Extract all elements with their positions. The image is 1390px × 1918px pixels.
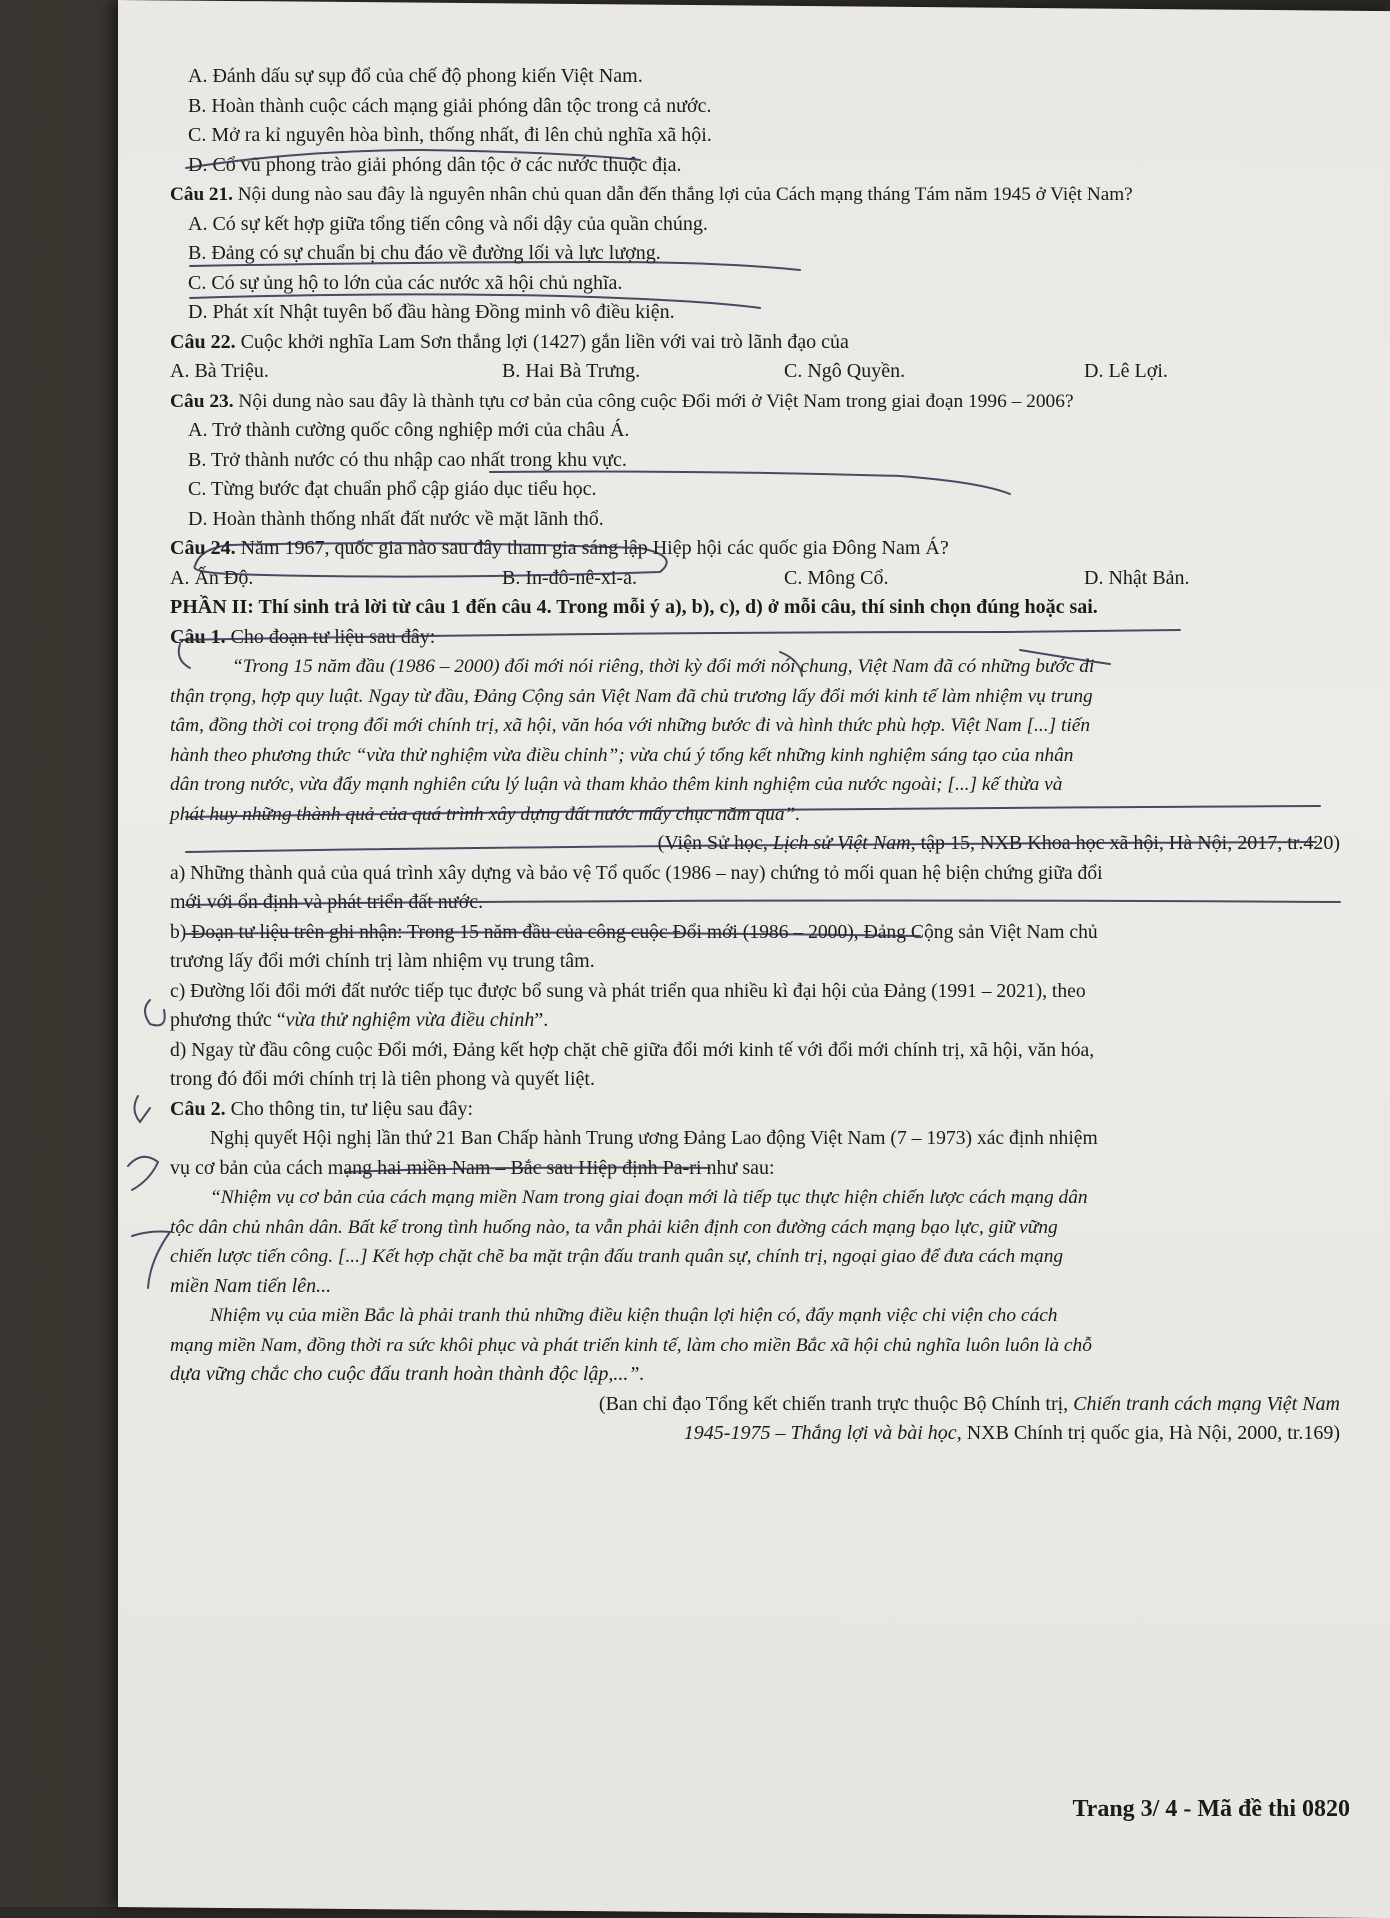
- c1-quote-line-3: tâm, đồng thời coi trọng đổi mới chính trị, xã hội, văn hóa với những bước đi và hình thức phù hợp. Việt Nam [...] tiến: [170, 715, 1091, 736]
- c2-intro-1: Nghị quyết Hội nghị lần thứ 21 Ban Chấp hành Trung ương Đảng Lao động Việt Nam (7 – 1973) xác định nhiệm: [210, 1128, 1098, 1149]
- q22-option-b: B. Hai Bà Trưng.: [502, 360, 641, 382]
- c2-intro-2: vụ cơ bản của cách mạng hai miền Nam – Bắc sau Hiệp định Pa-ri như sau:: [170, 1156, 775, 1179]
- c1-statement-b-1: b) Đoạn tư liệu trên ghi nhận: Trong 15 năm đầu của công cuộc Đổi mới (1986 – 2000), Đảng Cộng sản Việt Nam chủ: [170, 921, 1098, 943]
- q22-label: Câu 22.: [170, 330, 236, 353]
- q20-option-d: D. Cổ vũ phong trào giải phóng dân tộc ở các nước thuộc địa.: [188, 153, 682, 176]
- q23-option-c: C. Từng bước đạt chuẩn phổ cập giáo dục tiểu học.: [188, 478, 597, 500]
- c2-text: Cho thông tin, tư liệu sau đây:: [225, 1097, 474, 1120]
- q24-options: [170, 564, 1350, 594]
- c1-statement-d-1: d) Ngay từ đầu công cuộc Đổi mới, Đảng kết hợp chặt chẽ giữa đổi mới kinh tế với đổi mới chính trị, xã hội, văn hóa,: [170, 1039, 1095, 1061]
- q22-option-d: D. Lê Lợi.: [1084, 360, 1168, 382]
- c1-quote-line-6: phát huy những thành quả của quá trình xây dựng đất nước mấy chục năm qua”.: [170, 803, 801, 825]
- c2-stem: [170, 1095, 1350, 1125]
- q21-label: Câu 21.: [170, 184, 233, 205]
- c2-source-2: [170, 1419, 1350, 1449]
- q24-option-d: D. Nhật Bản.: [1084, 566, 1190, 589]
- c2-quote2-2: mạng miền Nam, đồng thời ra sức khôi phục và phát triển kinh tế, làm cho miền Bắc xã hội chủ nghĩa luôn luôn là chỗ: [170, 1334, 1092, 1356]
- c1-label: Câu 1.: [170, 625, 226, 648]
- q22-text: Cuộc khởi nghĩa Lam Sơn thắng lợi (1427) gắn liền với vai trò lãnh đạo của: [235, 330, 849, 353]
- q24-stem: [170, 534, 1350, 564]
- q24-option-c: C. Mông Cổ.: [784, 566, 889, 589]
- q23-option-d: D. Hoàn thành thống nhất đất nước về mặt lãnh thổ.: [188, 507, 604, 530]
- q23-option-a: A. Trở thành cường quốc công nghiệp mới của châu Á.: [188, 419, 630, 441]
- c1-statement-b-2: trương lấy đổi mới chính trị làm nhiệm vụ trung tâm.: [170, 950, 595, 972]
- c1-statement-c-1: c) Đường lối đổi mới đất nước tiếp tục được bổ sung và phát triển qua nhiều kì đại hội của Đảng (1991 – 2021), theo: [170, 980, 1086, 1002]
- q24-label: Câu 24.: [170, 537, 236, 559]
- c1-statement-a-2: mới với ổn định và phát triển đất nước.: [170, 891, 484, 913]
- c2-source-1: [170, 1390, 1350, 1420]
- c2-source-1-italic: Chiến tranh cách mạng Việt Nam: [1073, 1392, 1340, 1415]
- c2-label: Câu 2.: [170, 1097, 226, 1120]
- q24-option-b: B. In-đô-nê-xi-a.: [502, 566, 637, 589]
- q21-option-b: B. Đảng có sự chuẩn bị chu đáo về đường lối và lực lượng.: [188, 242, 661, 264]
- part2-text: Thí sinh trả lời từ câu 1 đến câu 4. Trong mỗi ý a), b), c), d) ở mỗi câu, thí sinh chọn đúng hoặc sai.: [253, 596, 1098, 618]
- c1-statement-c-2-italic: vừa thử nghiệm vừa điều chỉnh: [285, 1009, 535, 1031]
- c2-quote1-3: chiến lược tiến công. [...] Kết hợp chặt chẽ ba mặt trận đấu tranh quân sự, chính trị, ngoại giao để đưa cách mạng: [170, 1246, 1064, 1267]
- c1-statement-d-2: trong đó đổi mới chính trị là tiên phong và quyết liệt.: [170, 1068, 595, 1090]
- c1-quote-line-4: hành theo phương thức “vừa thử nghiệm vừa điều chỉnh”; vừa chú ý tổng kết những kinh nghiệm sáng tạo của nhân: [170, 744, 1074, 766]
- q23-label: Câu 23.: [170, 390, 234, 412]
- page-footer: Trang 3/ 4 - Mã đề thi 0820: [1072, 1796, 1350, 1822]
- c2-quote2-1: Nhiệm vụ của miền Bắc là phải tranh thủ những điều kiện thuận lợi hiện có, đẩy mạnh việc chi viện cho cách: [210, 1305, 1058, 1326]
- q24-option-a: A. Ấn Độ.: [170, 566, 254, 589]
- q21-option-a: A. Có sự kết hợp giữa tổng tiến công và nổi dậy của quần chúng.: [188, 212, 708, 235]
- c1-source: [170, 829, 1350, 859]
- c2-quote2-3: dựa vững chắc cho cuộc đấu tranh hoàn thành độc lập,...”.: [170, 1363, 645, 1385]
- q21-option-d: D. Phát xít Nhật tuyên bố đầu hàng Đồng minh vô điều kiện.: [188, 301, 675, 323]
- q23-text: Nội dung nào sau đây là thành tựu cơ bản của công cuộc Đổi mới ở Việt Nam trong giai đoạn 1996 – 2006?: [233, 390, 1074, 412]
- q22-stem: [170, 328, 1350, 358]
- c1-statement-c-2: [170, 1006, 1350, 1036]
- q21-stem: [170, 180, 1350, 210]
- part2-instruction: [170, 593, 1350, 623]
- q23-stem: [170, 387, 1350, 417]
- c2-source-2-italic: 1945-1975 – Thắng lợi và bài học: [683, 1422, 957, 1444]
- q21-option-c: C. Có sự ủng hộ to lớn của các nước xã hội chủ nghĩa.: [188, 271, 623, 294]
- c2-source-2-post: , NXB Chính trị quốc gia, Hà Nội, 2000, tr.169): [956, 1422, 1340, 1444]
- part2-label: PHẦN II:: [170, 596, 254, 618]
- q22-option-a: A. Bà Triệu.: [170, 360, 269, 382]
- c1-statement-c-2-pre: phương thức “: [170, 1009, 286, 1031]
- q22-option-c: C. Ngô Quyền.: [784, 360, 906, 382]
- c2-quote1-1: “Nhiệm vụ cơ bản của cách mạng miền Nam trong giai đoạn mới là tiếp tục thực hiện chiến lược cách mạng dân: [210, 1187, 1088, 1208]
- c1-statement-a-1: a) Những thành quả của quá trình xây dựng và bảo vệ Tổ quốc (1986 – nay) chứng tỏ mối quan hệ biện chứng giữa đổi: [170, 862, 1103, 884]
- c1-quote-line-2: thận trọng, hợp quy luật. Ngay từ đầu, Đảng Cộng sản Việt Nam đã chủ trương lấy đổi mới kinh tế làm nhiệm vụ trung: [170, 685, 1093, 707]
- c2-quote1-2: tộc dân chủ nhân dân. Bất kể trong tình huống nào, ta vẫn phải kiên định con đường cách mạng bạo lực, giữ vững: [170, 1216, 1058, 1238]
- c1-source-title: Lịch sử Việt Nam: [772, 832, 911, 854]
- q24-text: Năm 1967, quốc gia nào sau đây tham gia sáng lập Hiệp hội các quốc gia Đông Nam Á?: [235, 537, 949, 559]
- page-content: [170, 62, 1350, 1449]
- c1-text: Cho đoạn tư liệu sau đây:: [225, 625, 436, 648]
- c1-source-pre: (Viện Sử học,: [657, 832, 773, 854]
- c1-stem: [170, 623, 1350, 653]
- c1-quote-line-5: dân trong nước, vừa đẩy mạnh nghiên cứu lý luận và tham khảo thêm kinh nghiệm của nước ngoài; [...] kế thừa và: [170, 774, 1063, 795]
- q20-option-c: C. Mở ra kỉ nguyên hòa bình, thống nhất, đi lên chủ nghĩa xã hội.: [188, 124, 712, 146]
- c2-source-1-pre: (Ban chỉ đạo Tổng kết chiến tranh trực thuộc Bộ Chính trị,: [598, 1392, 1074, 1415]
- q20-option-a: A. Đánh dấu sự sụp đổ của chế độ phong kiến Việt Nam.: [188, 65, 643, 87]
- q20-option-b: B. Hoàn thành cuộc cách mạng giải phóng dân tộc trong cả nước.: [188, 94, 712, 117]
- c2-quote1-4: miền Nam tiến lên...: [170, 1274, 332, 1297]
- c1-source-post: , tập 15, NXB Khoa học xã hội, Hà Nội, 2017, tr.420): [910, 832, 1340, 854]
- q23-option-b: B. Trở thành nước có thu nhập cao nhất trong khu vực.: [188, 448, 627, 471]
- q22-options: [170, 357, 1350, 387]
- c1-statement-c-2-post: ”.: [534, 1009, 549, 1031]
- c1-quote-line-1: “Trong 15 năm đầu (1986 – 2000) đổi mới nói riêng, thời kỳ đổi mới nói chung, Việt Nam đã có những bước đi: [232, 656, 1095, 677]
- q21-text: Nội dung nào sau đây là nguyên nhân chủ quan dẫn đến thắng lợi của Cách mạng tháng Tám năm 1945 ở Việt Nam?: [232, 184, 1133, 205]
